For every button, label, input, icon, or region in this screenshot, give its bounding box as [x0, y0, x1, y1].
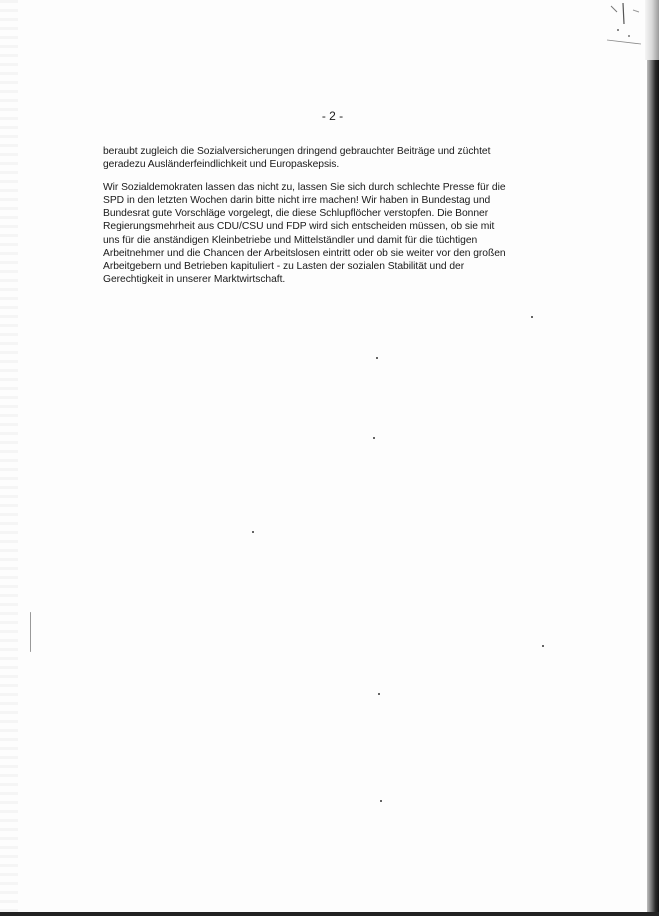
body-text: [103, 145, 553, 286]
text-line: SPD in den letzten Wochen darin bitte nicht irre machen! Wir haben in Bundestag und: [103, 195, 491, 207]
scan-speck: [252, 531, 254, 533]
scan-margin-mark: [30, 612, 31, 652]
text-line: Arbeitgebern und Betrieben kapituliert - zu Lasten der sozialen Stabilität und der: [103, 260, 465, 272]
scan-noise-marks: [603, 0, 643, 55]
scan-edge-top-right: [645, 0, 659, 60]
text-line: Regierungsmehrheit aus CDU/CSU und FDP wird sich entscheiden müssen, ob sie mit: [103, 221, 495, 233]
scan-left-margin-noise: [0, 0, 18, 916]
text-line: Arbeitnehmer und die Chancen der Arbeitslosen eintritt oder ob sie weiter vor den großen: [103, 247, 506, 259]
scan-edge-right: [647, 60, 659, 916]
text-line: Bundesrat gute Vorschläge vorgelegt, die diese Schlupflöcher verstopfen. Die Bonner: [103, 208, 489, 220]
paragraph-spacer: [103, 171, 553, 181]
text-line: geradezu Ausländerfeindlichkeit und Europaskepsis.: [103, 159, 340, 171]
text-line: Wir Sozialdemokraten lassen das nicht zu, lassen Sie sich durch schlechte Presse für die: [103, 182, 506, 194]
page-number: - 2 -: [321, 109, 344, 123]
scan-speck: [376, 357, 378, 359]
scan-edge-bottom: [0, 912, 659, 916]
paragraph-1: [103, 145, 553, 171]
paragraph-2: [103, 181, 553, 286]
text-line: beraubt zugleich die Sozialversicherungen dringend gebrauchter Beiträge und züchtet: [103, 146, 491, 157]
scan-speck: [373, 437, 375, 439]
scan-speck: [531, 316, 533, 318]
text-line: uns für die anständigen Kleinbetriebe und Mittelständler und damit für die tüchtigen: [103, 234, 478, 246]
text-line: Gerechtigkeit in unserer Marktwirtschaft.: [103, 273, 286, 285]
scan-speck: [542, 645, 544, 647]
scan-speck: [378, 693, 380, 695]
scan-speck: [380, 800, 382, 802]
